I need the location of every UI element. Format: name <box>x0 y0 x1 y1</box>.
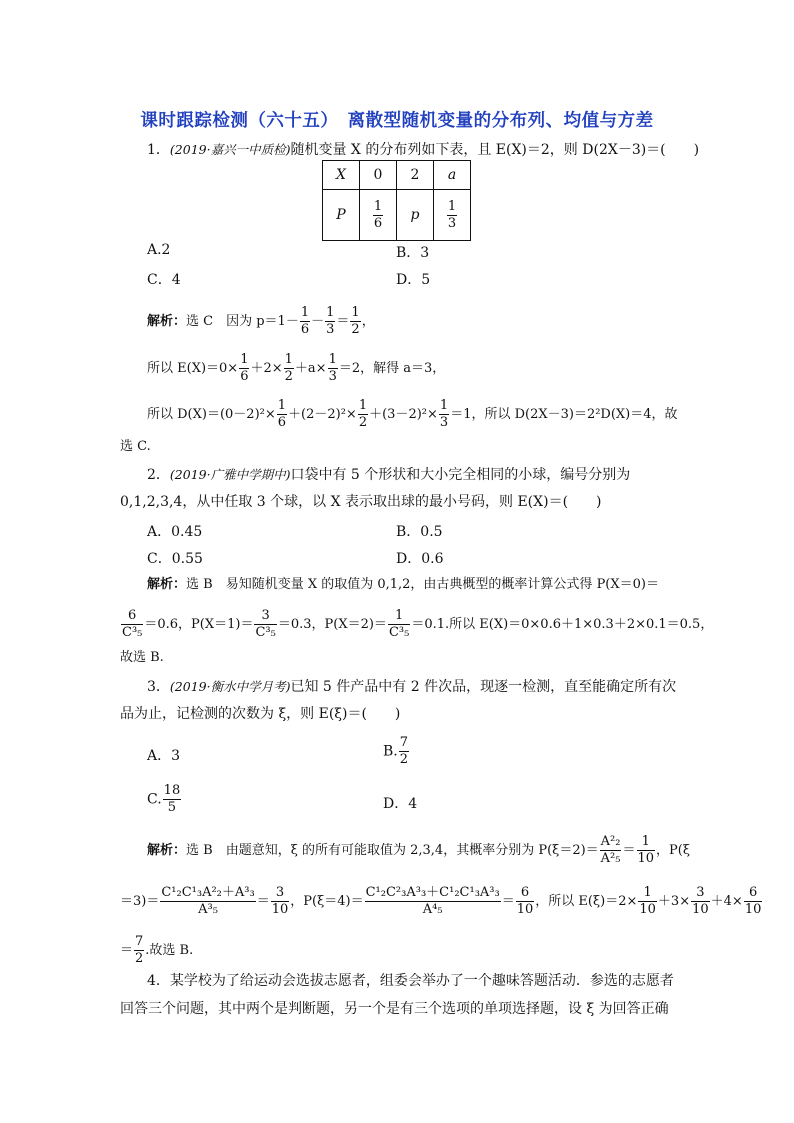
solution-line: 解析：选 B 易知随机变量 X 的取值为 0,1,2，由古典概型的概率计算公式得 P(X＝0)＝ <box>147 577 659 592</box>
table-cell: $\frac{1}{6}$ <box>360 190 397 241</box>
solution-line: $\frac{6}{\text{C³₅}}$ ＝0.6，P(X＝1)＝ $\frac{3}{\text{C³₅}}$ ＝0.3，P(X＝2)＝ $\frac{1}{\text{C³₅}}$ ＝0.1.所以 E(X)＝0×0.6＋1×0.3＋2×0.1＝0.5， <box>122 608 714 640</box>
option-b: B．0.5 <box>396 524 443 540</box>
option-a: A．0.45 <box>147 524 203 540</box>
solution-line: 所以 D(X)＝(0－2)²× $\frac{1}{6}$ ＋(2－2)²× $\frac{1}{2}$ ＋(3－2)²× $\frac{1}{3}$ ＝1，所以 D(2X－3)＝2²D(X)＝4，故 <box>147 398 678 430</box>
table-cell: 2 <box>397 161 434 190</box>
option-c: C. $\frac{18}{5}$ <box>147 783 181 815</box>
question-3-stem <box>147 678 676 696</box>
solution-line: ＝3)＝ $\frac{\text{C¹₂C¹₃A²₂＋A³₃}}{\text{A³₅}}$ ＝ $\frac{3}{10}$ ，P(ξ＝4)＝ $\frac{\text{C¹₂C²₃A³₃＋C¹₂C¹₃A³₃}}{\text{A⁴₅}}$ ＝ $\frac{6}{10}$ ，所以 E(ξ)＝2× $\frac{1}{10}$ ＋3× $\frac{3}{10}$ ＋4× $\frac{6}{10}$ <box>120 885 762 917</box>
question-2-stem-cont: 0,1,2,3,4，从中任取 3 个球，以 X 表示取出球的最小号码，则 E(X)＝( ) <box>120 494 602 510</box>
question-4-stem-cont: 回答三个问题，其中两个是判断题，另一个是有三个选项的单项选择题，设 ξ 为回答正确 <box>120 1001 669 1017</box>
question-text: 随机变量 X 的分布列如下表，且 E(X)＝2，则 D(2X－3)＝( ) <box>290 142 700 158</box>
question-number: 2． <box>147 467 170 483</box>
option-d: D．0.6 <box>396 551 444 567</box>
option-b: B. $\frac{7}{2}$ <box>383 735 409 767</box>
table-cell: X <box>323 161 360 190</box>
solution-line: 选 C. <box>120 439 151 454</box>
option-c: C．0.55 <box>147 551 203 567</box>
option-a: A.2 <box>147 242 171 258</box>
solution-line: 解析：选 B 由题意知，ξ 的所有可能取值为 2,3,4，其概率分别为 P(ξ＝2)＝ $\frac{\text{A²₂}}{\text{A²₅}}$ ＝ $\frac{1}{10}$ ，P(ξ <box>147 834 691 866</box>
question-source: (2019·广雅中学期中) <box>169 467 291 482</box>
question-text: 口袋中有 5 个形状和大小完全相同的小球，编号分别为 <box>290 467 631 483</box>
question-3-stem-cont: 品为止，记检测的次数为 ξ，则 E(ξ)＝( ) <box>120 706 401 722</box>
table-cell: P <box>323 190 360 241</box>
table-cell: p <box>397 190 434 241</box>
option-a: A．3 <box>147 748 181 764</box>
table-cell: a <box>434 161 471 190</box>
question-source: (2019·嘉兴一中质检) <box>169 142 291 157</box>
option-c: C．4 <box>147 272 181 288</box>
solution-line: 所以 E(X)＝0× $\frac{1}{6}$ ＋2× $\frac{1}{2}$ ＋a× $\frac{1}{3}$ ＝2，解得 a＝3， <box>147 352 446 384</box>
question-source: (2019·衡水中学月考) <box>169 679 291 694</box>
question-2-stem <box>147 466 630 484</box>
question-text: 已知 5 件产品中有 2 件次品，现逐一检测，直至能确定所有次 <box>290 679 677 695</box>
solution-line: 故选 B. <box>120 650 164 665</box>
table-cell: $\frac{1}{3}$ <box>434 190 471 241</box>
question-4-stem: 4．某学校为了给运动会选拔志愿者，组委会举办了一个趣味答题活动．参选的志愿者 <box>147 973 674 989</box>
question-1-stem <box>147 141 699 159</box>
solution-line: 解析：选 C 因为 p＝1－ $\frac{1}{6}$ － $\frac{1}{3}$ ＝ $\frac{1}{2}$ ， <box>147 305 375 337</box>
solution-line: ＝ $\frac{7}{2}$ .故选 B. <box>120 934 194 966</box>
question-number: 1． <box>147 142 170 158</box>
page-title: 课时跟踪检测（六十五） 离散型随机变量的分布列、均值与方差 <box>140 111 654 131</box>
option-d: D．4 <box>383 796 418 812</box>
option-b: B．3 <box>396 245 430 261</box>
table-cell: 0 <box>360 161 397 190</box>
distribution-table <box>322 160 471 241</box>
question-number: 3． <box>147 679 170 695</box>
option-d: D．5 <box>396 272 431 288</box>
